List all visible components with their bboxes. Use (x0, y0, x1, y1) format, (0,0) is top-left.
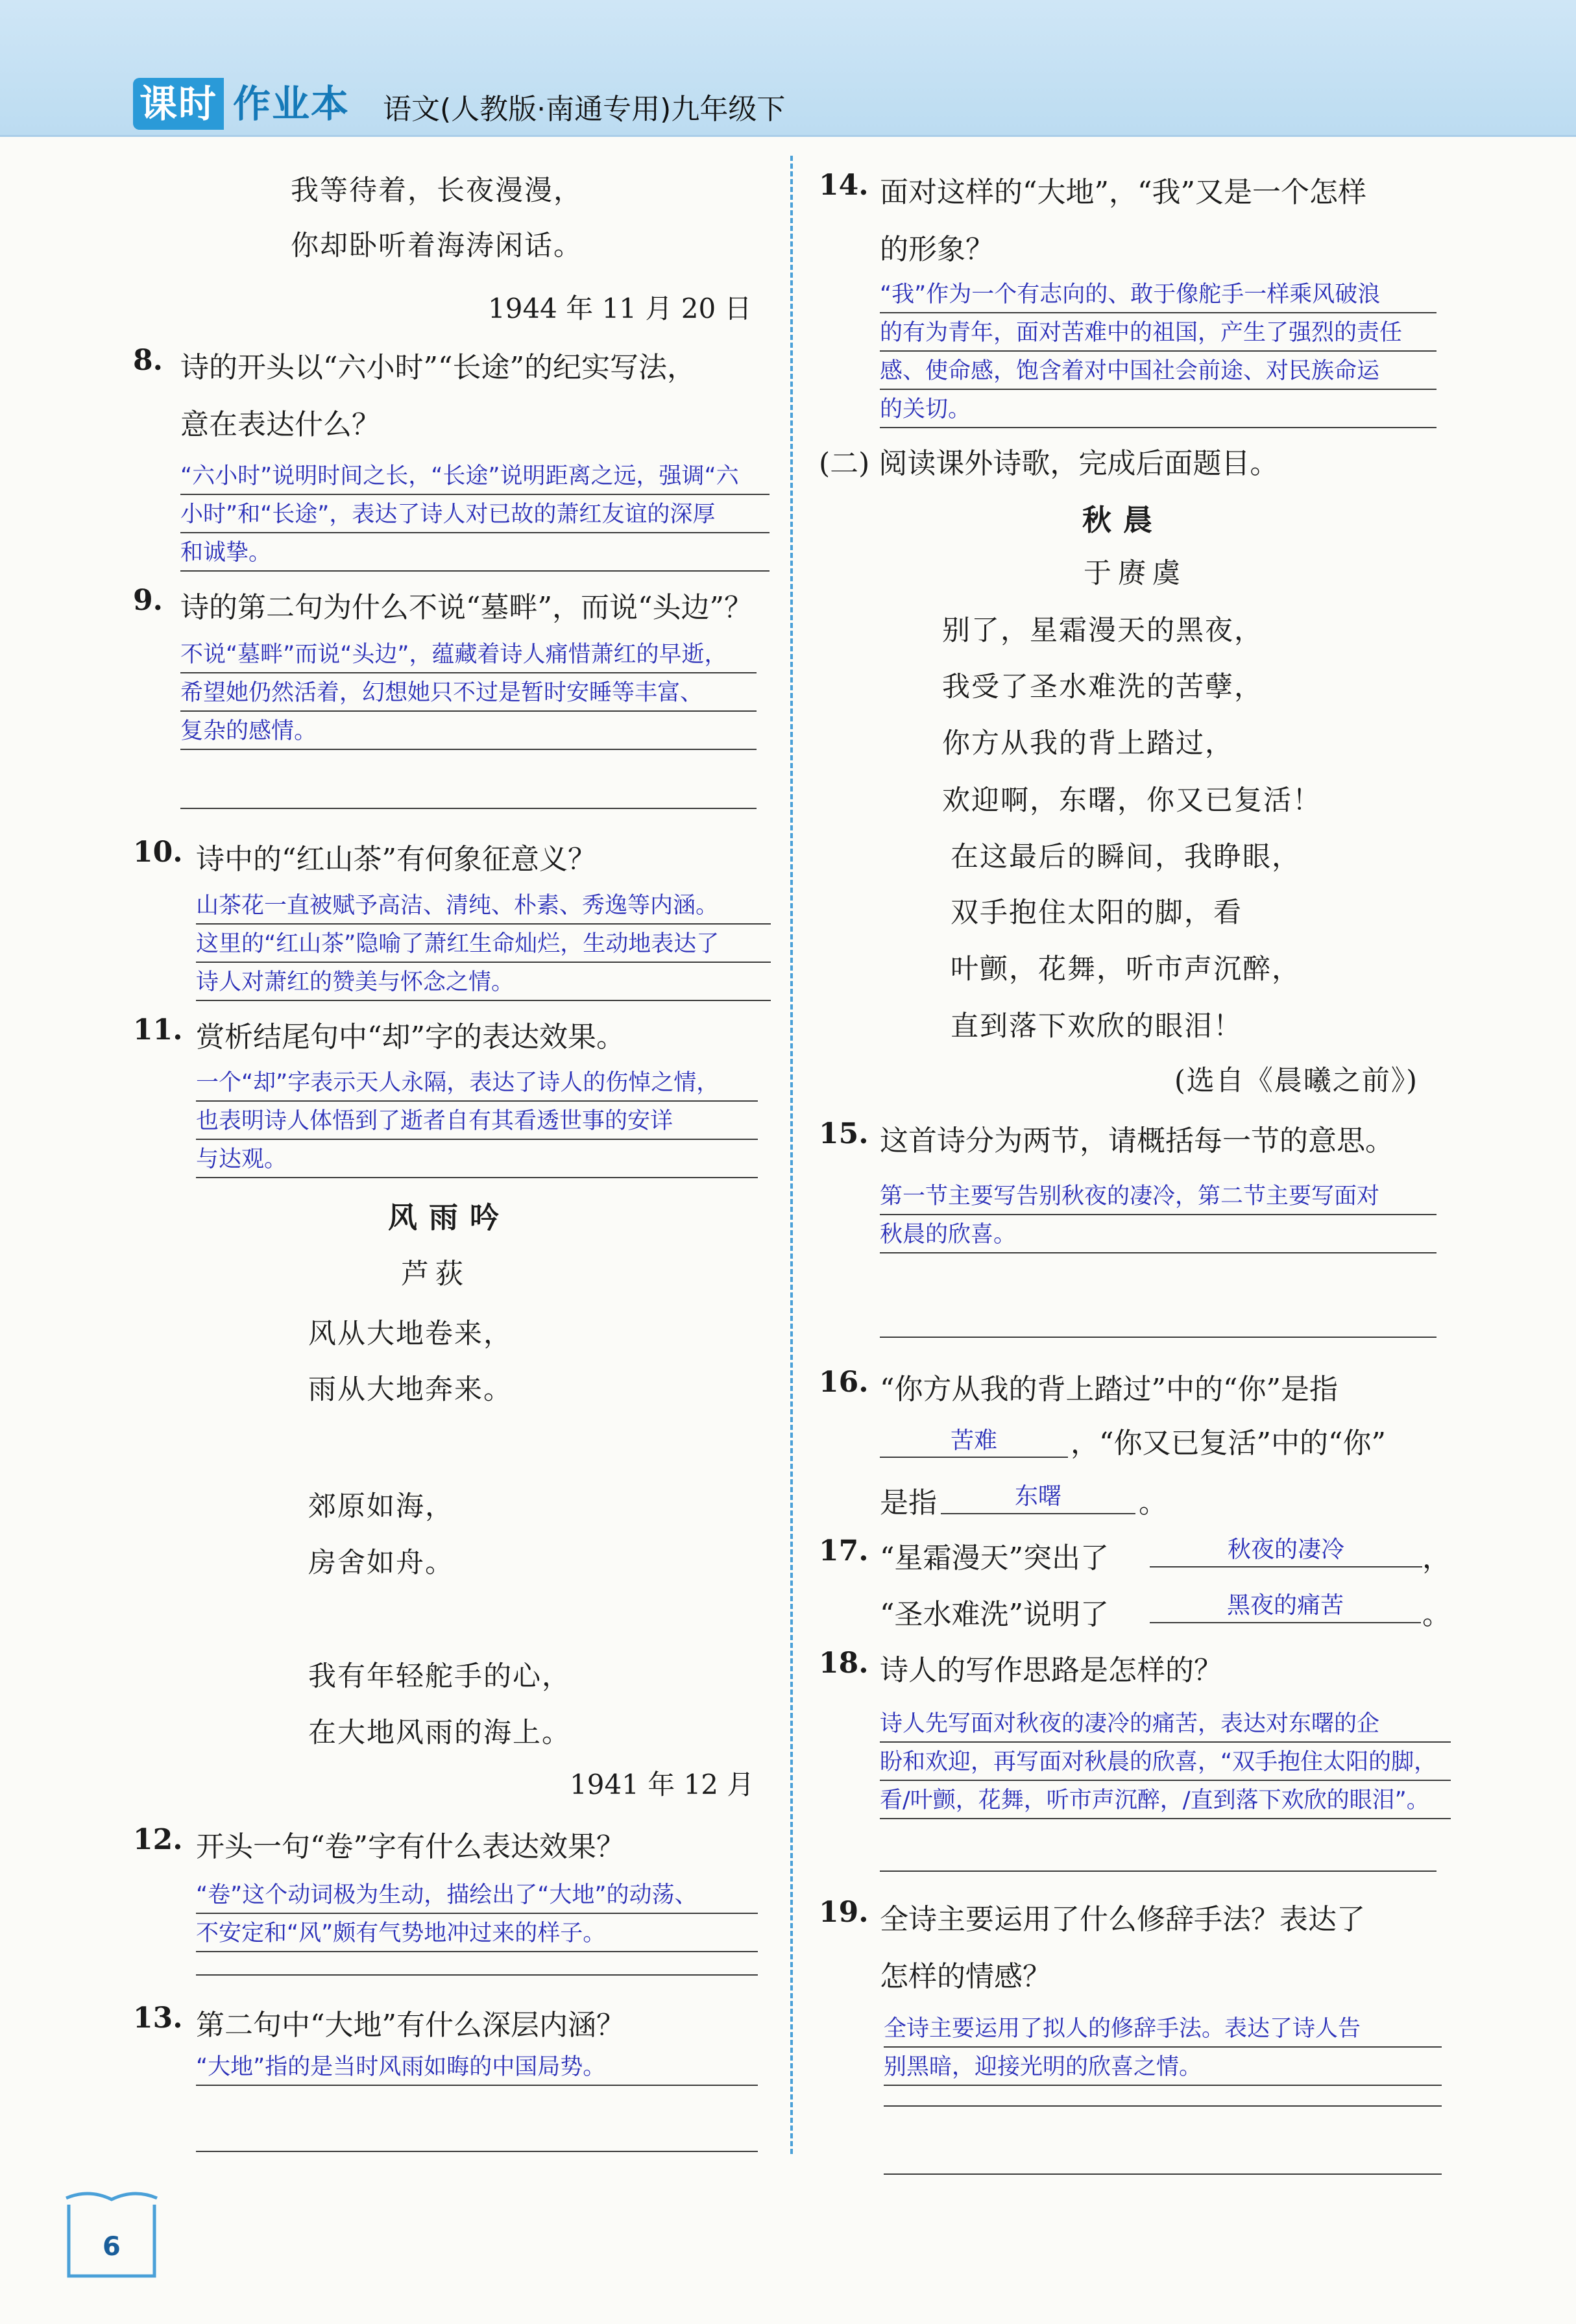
poem-line: 雨从大地奔来。 (308, 1374, 513, 1406)
brand-logo-text: 作业本 (233, 82, 350, 126)
question-number: 15. (819, 1117, 869, 1150)
answer-blank-line (884, 2105, 1442, 2107)
question-text: 这首诗分为两节，请概括每一节的意思。 (880, 1124, 1394, 1157)
answer-line: 不安定和“风”颇有气势地冲过来的样子。 (196, 1920, 606, 1946)
question-text: 诗人的写作思路是怎样的？ (880, 1654, 1222, 1687)
question-text: 的形象？ (880, 233, 994, 266)
column-divider (790, 156, 793, 2154)
subject-title: 语文(人教版·南通专用)九年级下 (383, 93, 786, 126)
answer-line: 一个“却”字表示天人永隔，表达了诗人的伤悼之情， (196, 1070, 720, 1096)
answer-line: 的有为青年，面对苦难中的祖国，产生了强烈的责任 (880, 320, 1403, 346)
answer-blank-line (884, 2173, 1442, 2175)
section-heading: (二) 阅读课外诗歌，完成后面题目。 (819, 447, 1279, 480)
poem-title: 风雨吟 (388, 1200, 511, 1235)
answer-line: 与达观。 (196, 1146, 287, 1172)
question-text: 是指 (880, 1486, 937, 1519)
question-text: 意在表达什么？ (180, 408, 380, 441)
page-number: 6 (103, 2232, 121, 2262)
page-header (0, 0, 1576, 137)
question-number: 11. (133, 1013, 183, 1047)
brand-logo (133, 77, 350, 131)
answer-q9[interactable] (180, 636, 757, 751)
answer-q14[interactable] (880, 276, 1437, 429)
question-text: 。 (1422, 1598, 1451, 1631)
poem-line: 在这最后的瞬间，我睁眼， (951, 841, 1301, 873)
question-text: ，“你又已复活”中的“你” (1071, 1427, 1386, 1460)
poem-line: 郊原如海， (308, 1490, 454, 1523)
poem-line: 我等待着，长夜漫漫， (291, 175, 583, 207)
poem-line: 别了，星霜漫天的黑夜， (942, 614, 1263, 647)
answer-blank-line (880, 1337, 1437, 1338)
fill-blank-answer[interactable]: 东曙 (1014, 1483, 1061, 1510)
answer-blank-line (180, 808, 757, 809)
poem-author: 于赓虞 (1084, 557, 1187, 590)
poem-title: 秋晨 (1082, 503, 1165, 537)
answer-blank-line (880, 1870, 1437, 1872)
fill-blank-line (1150, 1566, 1422, 1567)
question-text: 诗的开头以“六小时”“长途”的纪实写法， (180, 351, 696, 384)
fill-blank-answer[interactable]: 秋夜的凄冷 (1227, 1536, 1344, 1563)
question-text: 第二句中“大地”有什么深层内涵？ (196, 2009, 625, 2042)
question-number: 13. (133, 2002, 183, 2035)
question-text: 诗中的“红山茶”有何象征意义？ (196, 843, 596, 876)
question-text: ， (1422, 1542, 1451, 1575)
answer-line: “我”作为一个有志向的、敢于像舵手一样乘风破浪 (880, 282, 1381, 308)
question-text: 赏析结尾句中“却”字的表达效果。 (196, 1021, 625, 1054)
question-text: “星霜漫天”突出了 (880, 1542, 1109, 1575)
poem-date: 1941 年 12 月 (570, 1769, 755, 1800)
question-number: 18. (819, 1647, 869, 1680)
poem-source: (选自《晨曦之前》) (1174, 1065, 1419, 1097)
answer-line: 复杂的感情。 (180, 718, 317, 744)
question-number: 10. (133, 836, 183, 869)
poem-line: 直到落下欢欣的眼泪！ (951, 1010, 1243, 1043)
answer-line: 这里的“红山茶”隐喻了萧红生命灿烂，生动地表达了 (196, 931, 720, 957)
question-number: 12. (133, 1823, 183, 1856)
answer-q10[interactable] (196, 887, 771, 1002)
answer-line: 也表明诗人体悟到了逝者自有其看透世事的安详 (196, 1108, 673, 1134)
answer-line: 感、使命感，饱含着对中国社会前途、对民族命运 (880, 358, 1380, 384)
answer-line: “大地”指的是当时风雨如晦的中国局势。 (196, 2054, 606, 2080)
answer-line: 和诚挚。 (180, 540, 272, 566)
question-text: 全诗主要运用了什么修辞手法？表达了 (880, 1903, 1365, 1936)
answer-q13[interactable] (196, 2048, 758, 2087)
poem-line: 我受了圣水难洗的苦孽， (942, 671, 1263, 703)
fill-blank-line (1150, 1622, 1421, 1623)
answer-line: 秋晨的欣喜。 (880, 1222, 1017, 1248)
poem-line: 房舍如舟。 (308, 1547, 454, 1579)
fill-blank-line (880, 1457, 1068, 1458)
answer-q8[interactable] (180, 457, 770, 572)
question-number: 16. (819, 1366, 869, 1399)
answer-line: 诗人先写面对秋夜的凄冷的痛苦，表达对东曙的企 (880, 1711, 1380, 1737)
answer-line: 希望她仍然活着，幻想她只不过是暂时安睡等丰富、 (180, 680, 703, 706)
question-text: 面对这样的“大地”，“我”又是一个怎样 (880, 176, 1366, 209)
question-number: 17. (819, 1534, 869, 1567)
question-text: 诗的第二句为什么不说“墓畔”，而说“头边”？ (180, 591, 753, 624)
poem-line: 双手抱住太阳的脚，看 (951, 897, 1243, 929)
fill-blank-answer[interactable]: 苦难 (950, 1427, 997, 1454)
answer-q11[interactable] (196, 1064, 758, 1179)
poem-date: 1944 年 11 月 20 日 (488, 293, 752, 324)
question-text: 。 (1139, 1486, 1167, 1519)
question-text: “你方从我的背上踏过”中的“你”是指 (880, 1373, 1338, 1406)
answer-line: 别黑暗，迎接光明的欣喜之情。 (884, 2054, 1202, 2080)
answer-line: 山茶花一直被赋予高洁、清纯、朴素、秀逸等内涵。 (196, 893, 719, 919)
answer-line: 看/叶颤，花舞，听市声沉醉，/直到落下欢欣的眼泪”。 (880, 1787, 1429, 1813)
fill-blank-line (941, 1513, 1135, 1514)
answer-line: “卷”这个动词极为生动，描绘出了“大地”的动荡、 (196, 1882, 697, 1908)
answer-blank-line (196, 1974, 758, 1976)
question-text: 怎样的情感？ (880, 1960, 1051, 1993)
poem-author: 芦荻 (401, 1258, 470, 1290)
answer-line: 不说“墓畔”而说“头边”，蕴藏着诗人痛惜萧红的早逝， (180, 642, 727, 668)
answer-line: 第一节主要写告别秋夜的凄冷，第二节主要写面对 (880, 1183, 1380, 1209)
question-text: 开头一句“卷”字有什么表达效果？ (196, 1830, 625, 1863)
answer-q18[interactable] (880, 1705, 1451, 1820)
poem-line: 在大地风雨的海上。 (308, 1717, 571, 1749)
answer-line: 诗人对萧红的赞美与怀念之情。 (196, 969, 515, 995)
poem-line: 叶颤，花舞，听市声沉醉， (951, 953, 1301, 986)
fill-blank-answer[interactable]: 黑夜的痛苦 (1226, 1592, 1344, 1619)
poem-line: 欢迎啊，东曙，你又已复活！ (942, 784, 1322, 817)
brand-logo-box: 课时 (133, 78, 224, 130)
question-text: “圣水难洗”说明了 (880, 1598, 1109, 1631)
poem-line: 我有年轻舵手的心， (308, 1660, 571, 1693)
answer-line: “六小时”说明时间之长，“长途”说明距离之远，强调“六 (180, 463, 739, 489)
question-number: 14. (819, 169, 869, 202)
question-number: 19. (819, 1896, 869, 1929)
question-number: 9. (133, 584, 163, 617)
poem-line: 你却卧听着海涛闲话。 (291, 230, 583, 262)
answer-line: 全诗主要运用了拟人的修辞手法。表达了诗人告 (884, 2016, 1361, 2042)
question-number: 8. (133, 344, 163, 377)
answer-line: 的关切。 (880, 396, 971, 422)
poem-line: 风从大地卷来， (308, 1318, 513, 1350)
poem-line: 你方从我的背上踏过， (942, 727, 1234, 760)
answer-q15[interactable] (880, 1178, 1437, 1254)
answer-q12[interactable] (196, 1876, 758, 1953)
answer-q19[interactable] (884, 2010, 1442, 2087)
answer-line: 盼和欢迎，再写面对秋晨的欣喜，“双手抱住太阳的脚， (880, 1749, 1437, 1775)
answer-blank-line (196, 2151, 758, 2152)
answer-line: 小时”和“长途”，表达了诗人对已故的萧红友谊的深厚 (180, 502, 716, 527)
